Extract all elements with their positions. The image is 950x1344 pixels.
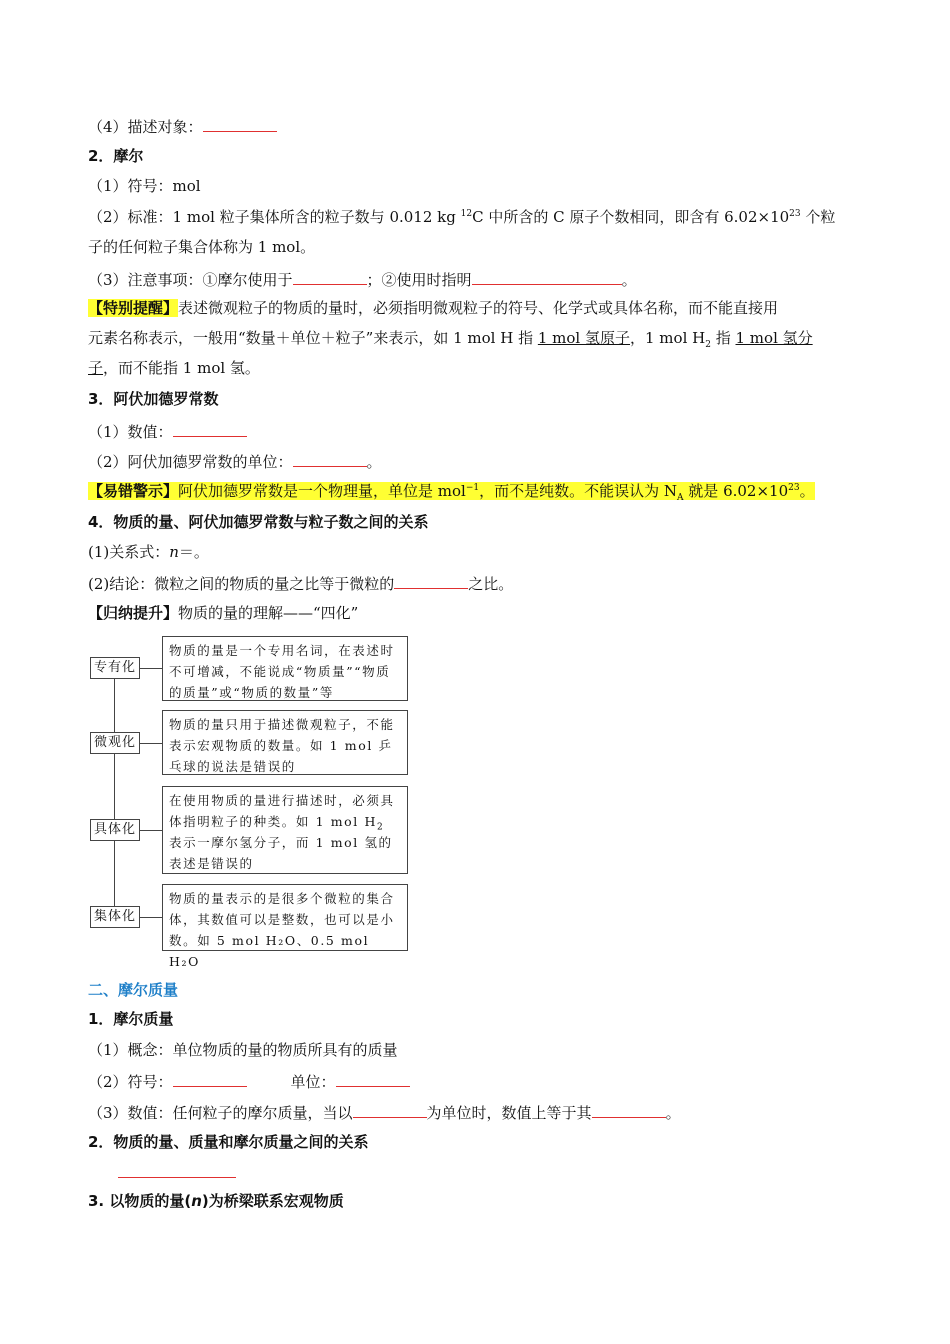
- blank-avogadro-value[interactable]: [173, 419, 247, 437]
- heading-mass-relation: 2．物质的量、质量和摩尔质量之间的关系: [88, 1133, 369, 1151]
- blank-mol-usage[interactable]: [293, 267, 367, 285]
- relation-formula-line: (1)关系式：n＝。: [88, 543, 209, 561]
- box-specific: 在使用物质的量进行描述时，必须具体指明粒子的种类。如 1 mol $H_2$ 表示一摩尔氢分子，而 1 mol 氢的表述是错误的: [162, 786, 408, 874]
- special-reminder-line2: 元素名称表示，一般用“数量＋单位＋粒子”来表示，如 1 mol H 指 1 mol 氢原子，1 mol $H_2$ 指 1 mol 氢分: [88, 329, 813, 350]
- label-microscopic: 微观化: [90, 732, 140, 754]
- special-reminder-tag: 【特别提醒】: [88, 299, 179, 317]
- blank-describe-object[interactable]: [203, 114, 277, 132]
- blank-molar-mass-symbol[interactable]: [173, 1069, 247, 1087]
- summary-tag: 【归纳提升】: [88, 604, 179, 622]
- box-microscopic: 物质的量只用于描述微观粒子，不能表示宏观物质的数量。如 1 mol 乒乓球的说法是错误的: [162, 710, 408, 775]
- special-reminder-line1: 【特别提醒】表述微观粒子的物质的量时，必须指明微观粒子的符号、化学式或具体名称，而不能直接用: [88, 299, 779, 317]
- section-molar-mass: 二、摩尔质量: [88, 981, 179, 999]
- blank-avogadro-unit[interactable]: [293, 449, 367, 467]
- blank-equal-to[interactable]: [592, 1100, 666, 1118]
- box-collective: 物质的量表示的是很多个微粒的集合体，其数值可以是整数，也可以是小数。如 5 mol H₂O、0.5 mol H₂O: [162, 884, 408, 951]
- box-specialized: 物质的量是一个专用名词，在表述时不可增减，不能说成“物质量”“物质的质量”或“物质的数量”等: [162, 636, 408, 701]
- error-warning-line: 【易错警示】阿伏加德罗常数是一个物理量，单位是 mol$^{-1}$，而不是纯数。不能误认为 $N_A$ 就是 $6.02\times 10^{23}$。: [88, 482, 815, 503]
- mol-standard-line1: （2）标准：1 mol 粒子集体所含的粒子数与 0.012 kg $^{12}$C 中所含的 C 原子个数相同，即含有 $6.02\times 10^{23}$ 个粒: [88, 208, 836, 226]
- avogadro-value-line: （1）数值：: [88, 419, 247, 443]
- blank-conclusion[interactable]: [394, 571, 468, 589]
- heading-avogadro: 3．阿伏加德罗常数: [88, 390, 219, 408]
- special-reminder-line3: 子，而不能指 1 mol 氢。: [88, 359, 260, 377]
- summary-line: 【归纳提升】物质的量的理解——“四化”: [88, 604, 359, 622]
- mol-standard-line2: 子的任何粒子集合体称为 1 mol。: [88, 238, 316, 256]
- describe-object-line: （4）描述对象：: [88, 114, 277, 138]
- mol-note-line: （3）注意事项：①摩尔使用于 ；②使用时指明 。: [88, 267, 637, 291]
- label-collective: 集体化: [90, 906, 140, 928]
- blank-mol-specify[interactable]: [472, 267, 622, 285]
- diagram-spine: [114, 678, 115, 918]
- molar-mass-concept: （1）概念：单位物质的量的物质所具有的质量: [88, 1041, 398, 1059]
- blank-mass-relation[interactable]: [118, 1177, 236, 1178]
- heading-bridge: 3. 以物质的量(n)为桥梁联系宏观物质: [88, 1192, 344, 1210]
- blank-unit-basis[interactable]: [353, 1100, 427, 1118]
- heading-mole: 2．摩尔: [88, 147, 144, 165]
- mol-symbol-line: （1）符号：mol: [88, 177, 201, 195]
- label-specialized: 专有化: [90, 657, 140, 679]
- blank-molar-mass-unit[interactable]: [336, 1069, 410, 1087]
- error-warning-tag: 【易错警示】: [88, 482, 179, 500]
- avogadro-unit-line: （2）阿伏加德罗常数的单位： 。: [88, 449, 382, 473]
- heading-molar-mass: 1．摩尔质量: [88, 1010, 174, 1028]
- label-specific: 具体化: [90, 819, 140, 841]
- molar-mass-value-line: （3）数值：任何粒子的摩尔质量，当以 为单位时，数值上等于其 。: [88, 1100, 681, 1124]
- heading-relation: 4．物质的量、阿伏加德罗常数与粒子数之间的关系: [88, 513, 429, 531]
- relation-conclusion-line: (2)结论：微粒之间的物质的量之比等于微粒的 之比。: [88, 571, 513, 595]
- molar-mass-symbol-line: （2）符号： 单位：: [88, 1069, 410, 1093]
